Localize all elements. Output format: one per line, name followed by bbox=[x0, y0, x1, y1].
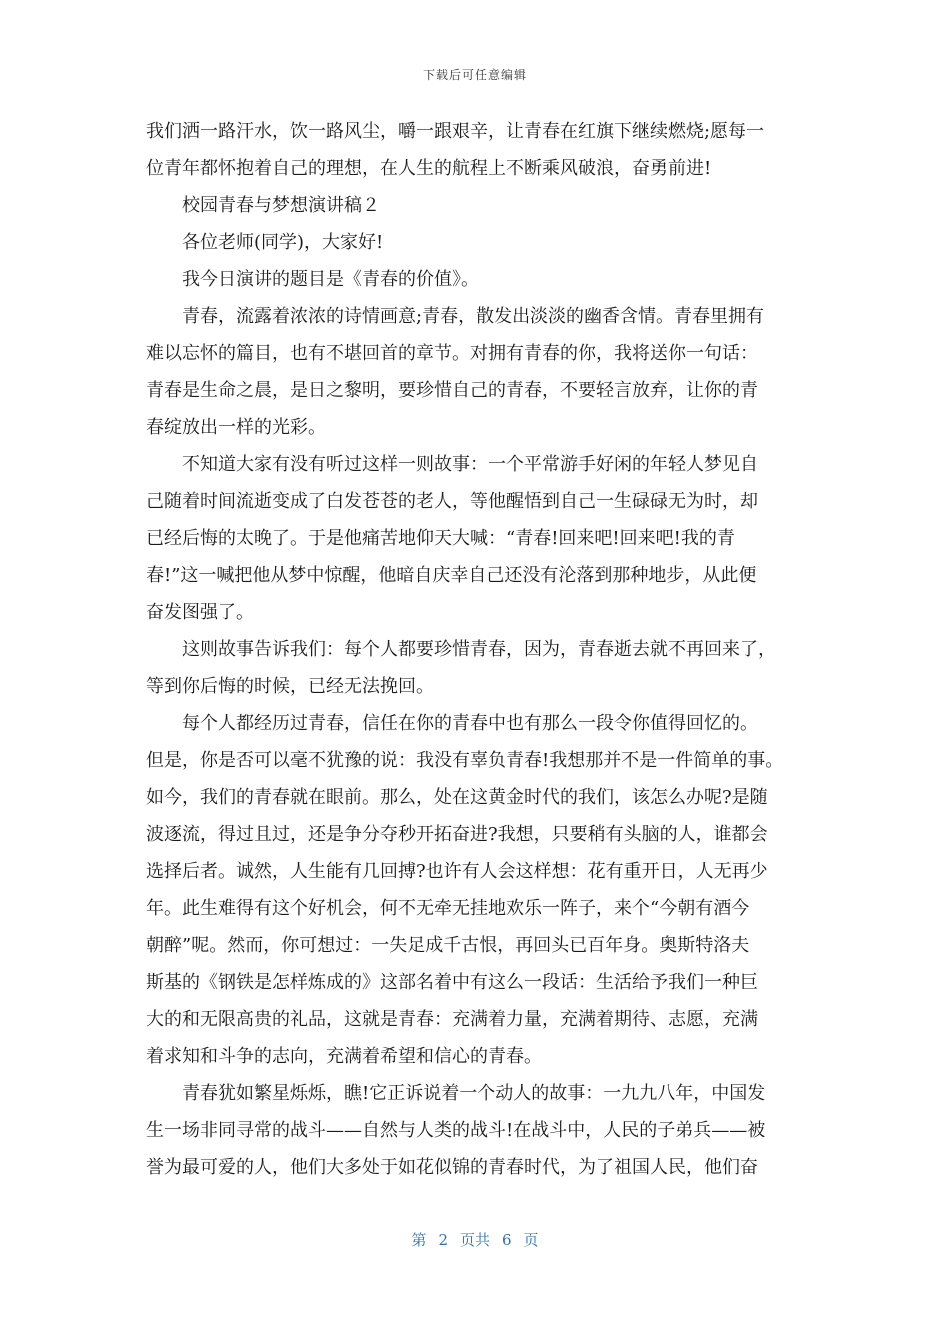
text-line: 等到你后悔的时候，已经无法挽回。 bbox=[146, 676, 434, 697]
text-line: 春!”这一喊把他从梦中惊醒，他暗自庆幸自己还没有沦落到那种地步，从此便 bbox=[146, 565, 757, 586]
page-header: 下载后可任意编辑 bbox=[422, 68, 527, 82]
text-line: 难以忘怀的篇目，也有不堪回首的章节。对拥有青春的你，我将送你一句话： bbox=[146, 343, 758, 364]
text-line: 位青年都怀抱着自己的理想，在人生的航程上不断乘风破浪，奋勇前进! bbox=[146, 158, 712, 179]
text-line: 斯基的《钢铁是怎样炼成的》这部名着中有这么一段话：生活给予我们一种巨 bbox=[146, 972, 758, 993]
text-line: 但是，你是否可以毫不犹豫的说：我没有辜负青春!我想那并不是一件简单的事。 bbox=[146, 750, 784, 771]
text-line: 生一场非同寻常的战斗——自然与人类的战斗!在战斗中，人民的子弟兵——被 bbox=[146, 1120, 766, 1141]
page-footer bbox=[0, 1229, 950, 1250]
footer-total-pages: 6 bbox=[502, 1231, 512, 1249]
text-line: 青春，流露着浓浓的诗情画意;青春，散发出淡淡的幽香含情。青春里拥有 bbox=[182, 306, 765, 327]
text-line: 已经后悔的太晚了。于是他痛苦地仰天大喊：“青春!回来吧!回来吧!我的青 bbox=[146, 528, 735, 549]
text-line: 青春是生命之晨，是日之黎明，要珍惜自己的青春，不要轻言放弃，让你的青 bbox=[146, 380, 758, 401]
text-line: 校园青春与梦想演讲稿２ bbox=[182, 195, 380, 216]
text-line: 波逐流，得过且过，还是争分夺秒开拓奋进?我想，只要稍有头脑的人，谁都会 bbox=[146, 824, 768, 845]
text-line: 春绽放出一样的光彩。 bbox=[146, 417, 326, 438]
text-line: 誉为最可爱的人，他们大多处于如花似锦的青春时代，为了祖国人民，他们奋 bbox=[146, 1157, 758, 1178]
text-line: 着求知和斗争的志向，充满着希望和信心的青春。 bbox=[146, 1046, 542, 1067]
text-line: 不知道大家有没有听过这样一则故事：一个平常游手好闲的年轻人梦见自 bbox=[182, 454, 758, 475]
text-line: 青春犹如繁星烁烁，瞧!它正诉说着一个动人的故事：一九九八年，中国发 bbox=[182, 1083, 766, 1104]
text-line: 每个人都经历过青春，信任在你的青春中也有那么一段令你值得回忆的。 bbox=[182, 713, 758, 734]
footer-current-page: 2 bbox=[438, 1231, 448, 1249]
text-line: 大的和无限高贵的礼品，这就是青春：充满着力量，充满着期待、志愿，充满 bbox=[146, 1009, 758, 1030]
text-line: 年。此生难得有这个好机会，何不无牵无挂地欢乐一阵子，来个“今朝有酒今 bbox=[146, 898, 750, 919]
text-line: 我今日演讲的题目是《青春的价值》。 bbox=[182, 269, 479, 290]
text-line: 奋发图强了。 bbox=[146, 602, 254, 623]
text-line: 我们洒一路汗水，饮一路风尘，嚼一跟艰辛，让青春在红旗下继续燃烧;愿每一 bbox=[146, 121, 765, 142]
text-line: 己随着时间流逝变成了白发苍苍的老人，等他醒悟到自己一生碌碌无为时，却 bbox=[146, 491, 758, 512]
text-line: 这则故事告诉我们：每个人都要珍惜青春，因为，青春逝去就不再回来了， bbox=[182, 639, 776, 660]
text-line: 朝醉”呢。然而，你可想过：一失足成千古恨，再回头已百年身。奥斯特洛夫 bbox=[146, 935, 750, 956]
document-body bbox=[146, 113, 826, 1186]
footer-label-end: 页 bbox=[523, 1231, 539, 1249]
text-line: 各位老师(同学)，大家好! bbox=[182, 232, 384, 253]
footer-label-page: 第 bbox=[411, 1231, 427, 1249]
footer-label-of: 页共 bbox=[459, 1231, 490, 1249]
text-line: 如今，我们的青春就在眼前。那么，处在这黄金时代的我们，该怎么办呢?是随 bbox=[146, 787, 768, 808]
text-line: 选择后者。诚然，人生能有几回搏?也许有人会这样想：花有重开日，人无再少 bbox=[146, 861, 768, 882]
